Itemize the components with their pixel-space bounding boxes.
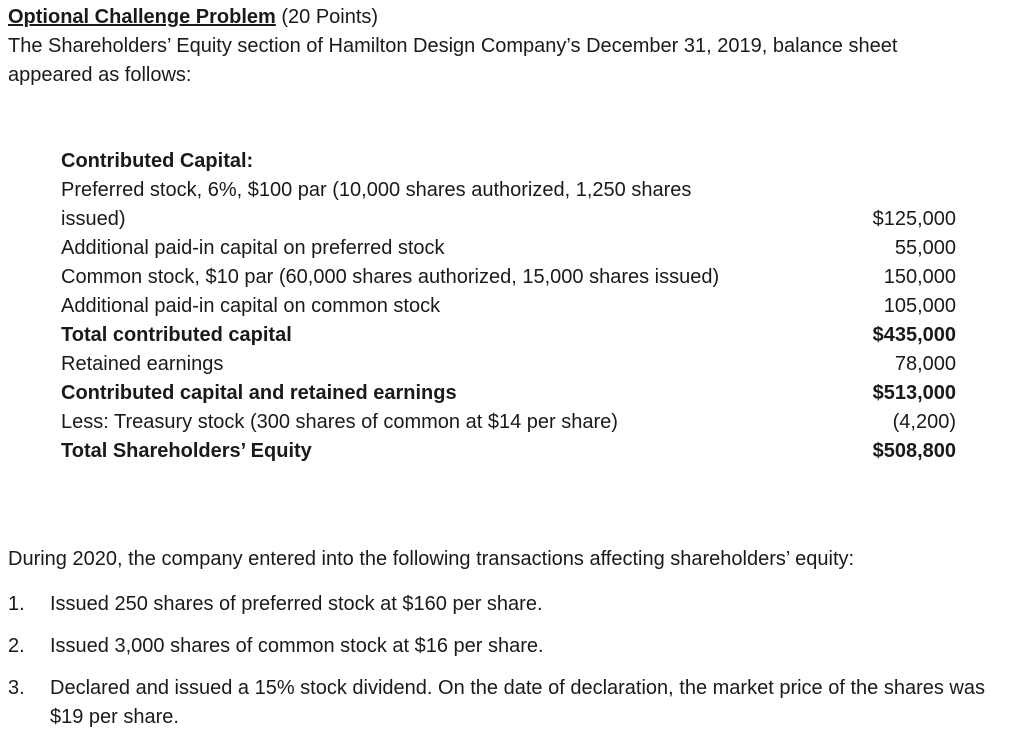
section-heading: Contributed Capital: [61, 150, 254, 172]
row-amount: $435,000 [872, 324, 956, 346]
table-row [61, 234, 956, 263]
row-amount: (4,200) [892, 411, 956, 433]
table-row [61, 292, 956, 321]
row-label: Total Shareholders’ Equity [61, 440, 312, 462]
item-text: Declared and issued a 15% stock dividend. On the date of declaration, the market price of the shares was $19 per share. [50, 677, 985, 728]
table-row [61, 408, 956, 437]
list-item [8, 590, 1013, 619]
intro-line-1: The Shareholders’ Equity section of Hamilton Design Company’s December 31, 2019, balance sheet [8, 35, 898, 57]
list-item [8, 632, 1013, 661]
row-label: Less: Treasury stock (300 shares of common at $14 per share) [61, 411, 618, 433]
section-heading-row [61, 147, 956, 176]
row-label: Additional paid-in capital on preferred stock [61, 237, 445, 259]
row-label: Common stock, $10 par (60,000 shares authorized, 15,000 shares issued) [61, 266, 720, 288]
table-row [61, 263, 956, 292]
row-amount: 105,000 [883, 295, 956, 317]
table-row [61, 176, 956, 234]
grand-total-row [61, 437, 956, 466]
row-label: Additional paid-in capital on common stock [61, 295, 441, 317]
row-amount: $513,000 [872, 382, 956, 404]
shareholders-equity-table [61, 147, 956, 466]
intro-line-2: appeared as follows: [8, 64, 192, 86]
row-label: Preferred stock, 6%, $100 par (10,000 shares authorized, 1,250 shares issued) [61, 179, 692, 230]
title-line [8, 3, 1013, 32]
item-text: Issued 3,000 shares of common stock at $16 per share. [50, 635, 544, 657]
row-amount: $125,000 [872, 208, 956, 230]
total-row [61, 379, 956, 408]
item-number: 1. [8, 593, 25, 615]
table-row [61, 350, 956, 379]
total-row [61, 321, 956, 350]
row-label: Retained earnings [61, 353, 224, 375]
item-text: Issued 250 shares of preferred stock at $160 per share. [50, 593, 543, 615]
list-item [8, 674, 1013, 732]
row-label: Contributed capital and retained earnings [61, 382, 457, 404]
row-amount: 78,000 [894, 353, 956, 375]
row-amount: 150,000 [883, 266, 956, 288]
item-number: 2. [8, 635, 25, 657]
transactions-intro: During 2020, the company entered into the following transactions affecting shareholders’ equity: [8, 548, 855, 570]
problem-points: (20 Points) [281, 6, 379, 28]
item-number: 3. [8, 677, 25, 699]
transactions-list [8, 590, 1013, 745]
row-amount: 55,000 [894, 237, 956, 259]
problem-intro [8, 3, 1013, 90]
row-amount: $508,800 [872, 440, 956, 462]
row-label: Total contributed capital [61, 324, 292, 346]
problem-title: Optional Challenge Problem [8, 6, 276, 28]
